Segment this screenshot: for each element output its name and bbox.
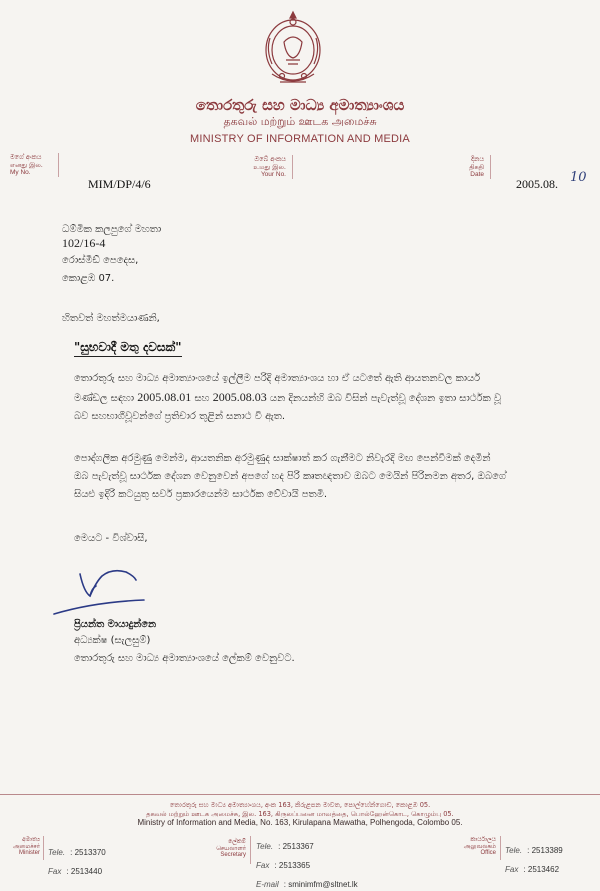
my-no-value: MIM/DP/4/6	[88, 177, 151, 191]
office-label: කාර්යාලය அலுவலகம் Office	[463, 836, 496, 856]
paragraph-2-line-2: ඔබ පැවැත්වූ සාර්ථක දේශන වෙනුවෙන් අපගේ හද පිරි කෘතඥතාව ඔබට මෙයින් පිරිනමන අතර, ඔබගේ	[74, 471, 507, 482]
secretary-tele: : 2513367	[278, 842, 314, 851]
footer-address-english: Ministry of Information and Media, No. 163, Kirulapana Mawatha, Polhengoda, Colombo 05.	[137, 818, 463, 827]
secretary-contacts: Tele. : 2513367 Fax : 2513365 E-mail : sminimfm@sltnet.lk	[256, 842, 358, 889]
paragraph-1-line-1: තොරතුරු සහ මාධ්‍ය අමාත්‍යාංශයේ ඉල්ලීම පරිදි අමාත්‍යාංශය හා ඒ යටතේ ඇති ආයතනවල කාර්ය	[74, 373, 481, 384]
secretary-fax: : 2513365	[274, 861, 311, 870]
office-contacts: Tele. : 2513389 Fax : 2513462	[505, 846, 563, 874]
national-emblem-icon	[262, 8, 324, 92]
ministry-name-sinhala: තොරතුරු සහ මාධ්‍ය අමාත්‍යාංශය	[195, 96, 405, 114]
signature-icon	[40, 560, 170, 620]
paragraph-1	[74, 370, 594, 426]
date-divider	[490, 155, 491, 179]
footer-address-sinhala: තොරතුරු සහ මාධ්‍ය අමාත්‍යාංශය, අංක 163, කිරුළපන මාවත, පොල්හේන්ගොඩ, කොළඹ 05.	[169, 801, 431, 809]
paragraph-1-line-2: මණ්ඩල සඳහා 2005.08.01 සහ 2005.08.03 යන දිනයන්හි ඔබ විසින් පැවැත්වූ දේශන ඉතා සාර්ථක වූ	[74, 390, 502, 404]
my-no-label: මගේ අංකය எனது இல. My No.	[10, 153, 43, 176]
signatory-on-behalf: තොරතුරු සහ මාධ්‍ය අමාත්‍යාංශයේ ලේකම් වෙනුවට.	[74, 653, 295, 664]
paragraph-2	[74, 450, 594, 504]
secretary-label: ලේකම් செயலாளர் Secretary	[216, 838, 246, 858]
salutation: හිතවත් මහත්මයාණනි,	[62, 313, 160, 324]
minister-divider	[43, 836, 44, 860]
closing: මෙයට - විශ්වාසී,	[74, 533, 148, 544]
secretary-divider	[250, 836, 251, 864]
your-no-divider	[292, 155, 293, 179]
office-fax: : 2513462	[523, 865, 560, 874]
minister-tele: : 2513370	[70, 848, 106, 857]
recipient-street: රොස්මීඩ් පෙදෙස,	[62, 255, 139, 266]
date-handwritten: 10	[570, 170, 587, 185]
minister-fax: : 2513440	[66, 867, 103, 876]
paragraph-2-line-1: පොද්ගලික අරමුණු මෙන්ම, ආයතනික අරමුණුද සාක්ෂාත් කර ගැනීමට නිවැරදි මඟ පෙන්වීමක් දෙමින්	[74, 453, 491, 464]
your-no-label: ඔබේ අංකය உமது இல. Your No.	[253, 155, 286, 178]
recipient-name: ධම්මික කලපුගේ මහතා	[62, 224, 162, 235]
subject-heading: "සුභවාදී මතු දවසක්"	[74, 340, 182, 357]
office-divider	[500, 836, 501, 860]
date-2: 2005.08.03	[212, 390, 267, 404]
my-no-divider	[58, 153, 59, 177]
paragraph-1-line-3: බව සහභාගීවූවන්ගේ ප්‍රතිචාර තුළින් සනාථ වී ඇත.	[74, 411, 286, 422]
secretary-email: : sminimfm@sltnet.lk	[283, 880, 358, 889]
date-label: දිනය திகதி Date	[469, 155, 484, 178]
minister-label: අමාත්‍ය அமைச்சர் Minister	[13, 836, 40, 856]
recipient-number: 102/16-4	[62, 236, 106, 250]
footer-address-tamil: தகவல் மற்றும் ஊடக அமைச்சு, இல. 163, கிருலப்பனை மாவத்தை, பொல்ஹேன்கொட, கொழும்பு 05.	[146, 810, 454, 818]
signatory-name: ප්‍රියන්ත මායාදුන්නෙ	[74, 619, 157, 630]
footer-divider	[0, 794, 600, 795]
minister-contacts: Tele. : 2513370 Fax : 2513440	[48, 848, 106, 876]
signatory-title: අධ්‍යක්ෂ (සැලසුම්)	[74, 635, 151, 646]
date-value: 2005.08.	[516, 177, 558, 191]
ministry-name-tamil: தகவல் மற்றும் ஊடக அமைச்சு	[223, 115, 377, 128]
date-1: 2005.08.01	[137, 390, 192, 404]
office-tele: : 2513389	[527, 846, 563, 855]
paragraph-2-line-3: සියළු ඉදිරි කටයුතු සර්ව ප්‍රකාරයෙන්ම සාර්ථක වේවායි පතමි.	[74, 489, 328, 500]
recipient-city: කොළඹ 07.	[62, 273, 115, 284]
ministry-name-english: MINISTRY OF INFORMATION AND MEDIA	[190, 133, 410, 145]
